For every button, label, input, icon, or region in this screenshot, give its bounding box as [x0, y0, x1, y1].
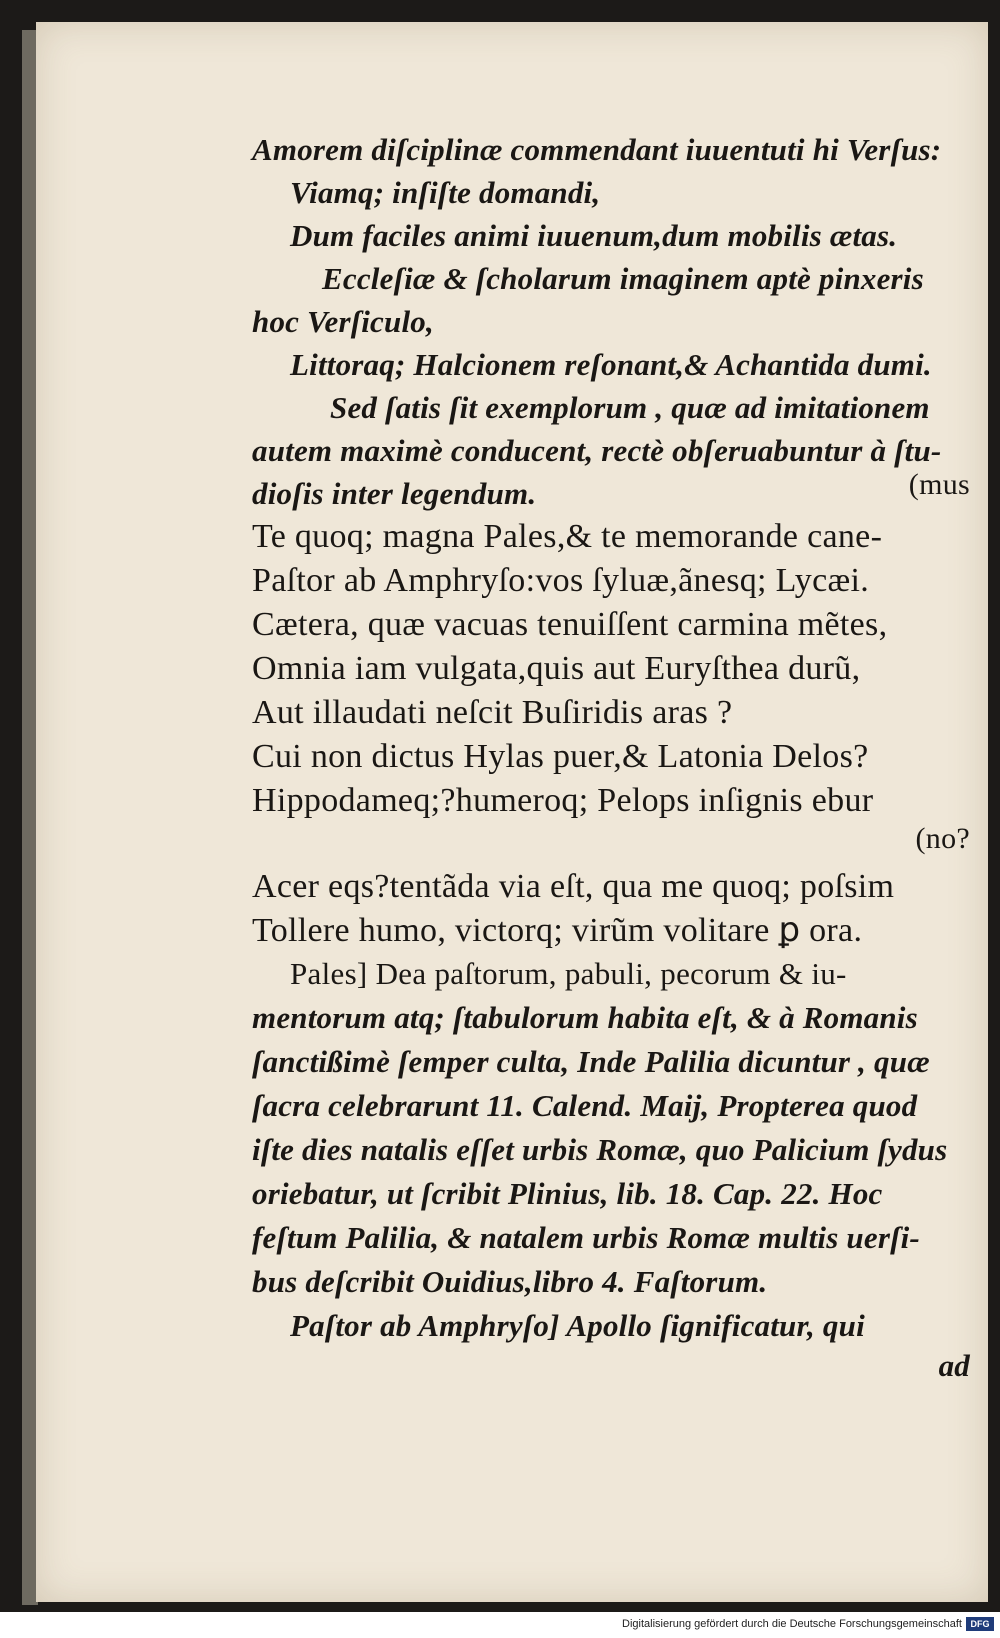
text-line: Aut illaudati neſcit Buſiridis aras ? — [252, 694, 733, 731]
text-line: Viamq; inſiſte domandi, — [290, 175, 601, 210]
text-line: Sed ſatis ſit exemplorum , quæ ad imitationem — [330, 390, 930, 425]
book-page — [36, 22, 988, 1602]
text-line: bus deſcribit Ouidius,libro 4. Faſtorum. — [252, 1264, 768, 1299]
footer-bar — [0, 1614, 1000, 1638]
text-line: oriebatur, ut ſcribit Plinius, lib. 18. Cap. 22. Hoc — [252, 1176, 883, 1211]
text-line: Littoraq; Halcionem reſonant,& Achantida dumi. — [290, 347, 932, 382]
text-line: Paſtor ab Amphryſo] Apollo ſignificatur, qui — [290, 1308, 865, 1343]
dfg-logo: DFG — [966, 1617, 994, 1631]
text-line: dioſis inter legendum. — [252, 476, 537, 511]
text-line: Acer eqs?tentãda via eſt, qua me quoq; poſsim — [252, 868, 895, 905]
text-line: Cætera, quæ vacuas tenuiſſent carmina mẽtes, — [252, 606, 888, 643]
footer-credit: Digitalisierung gefördert durch die Deutsche Forschungsgemeinschaft — [622, 1618, 962, 1630]
catchword: ad — [938, 1348, 970, 1383]
text-line: Te quoq; magna Pales,& te memorande cane- — [252, 518, 883, 555]
text-line: Amorem diſciplinæ commendant iuuentuti hi Verſus: — [252, 132, 942, 167]
text-line: Tollere humo, victorq; virũm volitare ꝑ ora. — [252, 912, 863, 949]
text-line: hoc Verſiculo, — [252, 304, 434, 339]
text-line: feſtum Palilia, & natalem urbis Romæ multis uerſi- — [252, 1220, 920, 1255]
text-line: ſacra celebrarunt 11. Calend. Maij, Propterea quod — [252, 1088, 918, 1123]
text-line: (no? — [915, 822, 970, 855]
text-line: iſte dies natalis eſſet urbis Romæ, quo Palicium ſydus — [252, 1132, 948, 1167]
text-line: Paſtor ab Amphryſo:vos ſyluæ,ãnesq; Lycæi. — [252, 562, 870, 599]
text-line: (mus — [908, 468, 970, 501]
text-line: Eccleſiæ & ſcholarum imaginem aptè pinxeris — [322, 261, 924, 296]
text-line: Cui non dictus Hylas puer,& Latonia Delos? — [252, 738, 869, 775]
text-line: Hippodameq;?humeroq; Pelops inſignis ebur — [252, 782, 874, 819]
text-line: Pales] Dea paſtorum, pabuli, pecorum & iu- — [290, 956, 847, 991]
text-line: Dum faciles animi iuuenum,dum mobilis ætas. — [290, 218, 898, 253]
text-line: Omnia iam vulgata,quis aut Euryſthea durũ, — [252, 650, 861, 687]
text-line: ſanctißimè ſemper culta, Inde Palilia dicuntur , quæ — [252, 1044, 930, 1079]
text-line: mentorum atq; ſtabulorum habita eſt, & à Romanis — [252, 1000, 918, 1035]
text-line: autem maximè conducent, rectè obſeruabuntur à ſtu- — [252, 433, 942, 468]
